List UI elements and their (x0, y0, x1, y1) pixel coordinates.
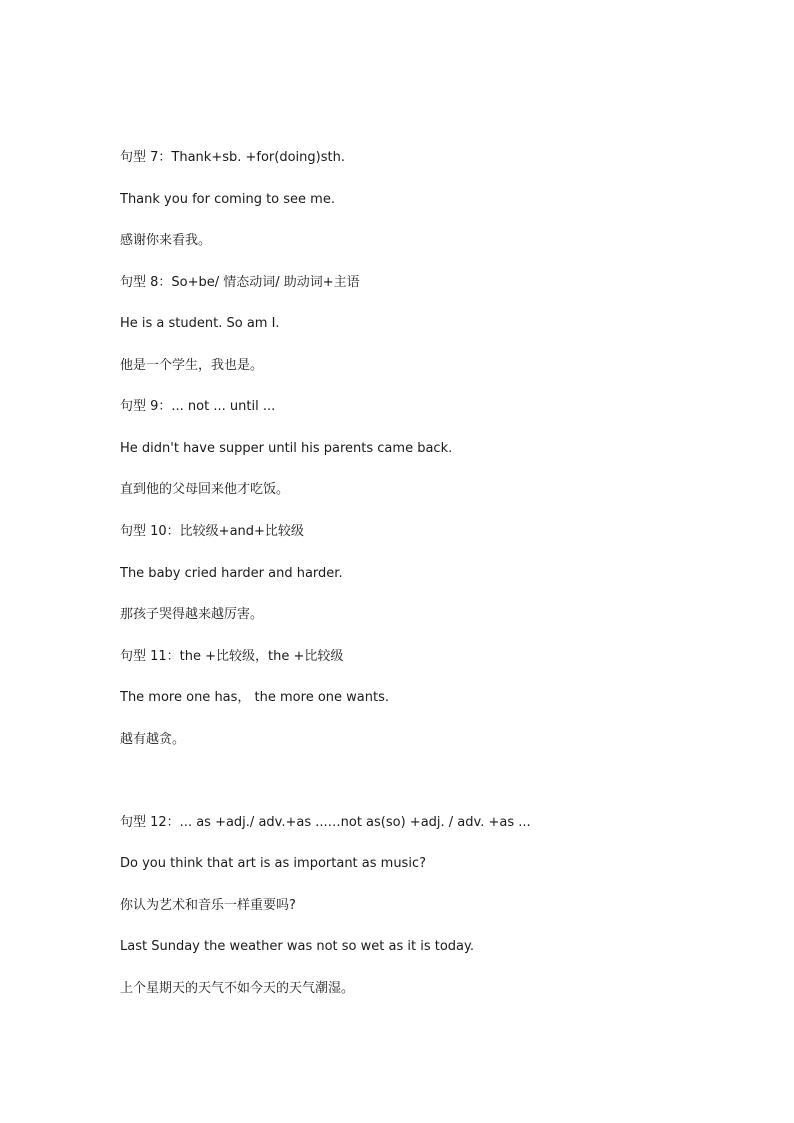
pattern-12-example-1-zh: 你认为艺术和音乐一样重要吗? (120, 898, 296, 913)
pattern-7-example-en: Thank you for coming to see me. (120, 192, 335, 207)
pattern-11-heading: 句型 11：the +比较级，the +比较级 (120, 649, 344, 664)
pattern-8-heading: 句型 8：So+be/ 情态动词/ 助动词+主语 (120, 275, 360, 290)
pattern-10-heading: 句型 10：比较级+and+比较级 (120, 524, 304, 539)
pattern-12-heading: 句型 12：... as +adj./ adv.+as ...…not as(so) +adj. / adv. +as ... (120, 815, 531, 830)
pattern-12-example-1-en: Do you think that art is as important as music? (120, 856, 426, 871)
pattern-9-example-zh: 直到他的父母回来他才吃饭。 (120, 482, 290, 497)
pattern-12-example-2-en: Last Sunday the weather was not so wet as it is today. (120, 939, 474, 954)
pattern-10-example-en: The baby cried harder and harder. (120, 566, 343, 581)
pattern-11-example-zh: 越有越贪。 (120, 732, 186, 747)
pattern-12-example-2-zh: 上个星期天的天气不如今天的天气潮湿。 (120, 981, 355, 996)
pattern-7-heading: 句型 7：Thank+sb. +for(doing)sth. (120, 150, 345, 165)
pattern-7-example-zh: 感谢你来看我。 (120, 233, 212, 248)
pattern-10-example-zh: 那孩子哭得越来越厉害。 (120, 607, 264, 622)
pattern-9-example-en: He didn't have supper until his parents came back. (120, 441, 453, 456)
pattern-8-example-en: He is a student. So am I. (120, 316, 280, 331)
pattern-8-example-zh: 他是一个学生，我也是。 (120, 358, 264, 373)
pattern-9-heading: 句型 9：... not ... until ... (120, 399, 276, 414)
pattern-11-example-en: The more one has， the more one wants. (120, 690, 389, 705)
